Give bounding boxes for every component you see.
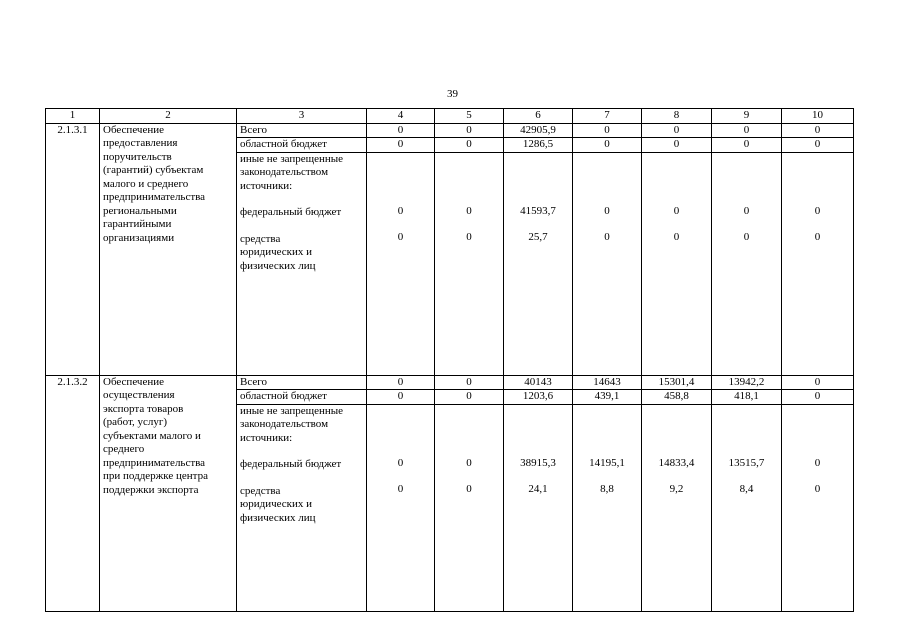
item-name-line: организациями xyxy=(103,231,175,244)
spacer xyxy=(438,192,500,205)
legal-value: 0 xyxy=(673,231,680,243)
source-legal-line: средства xyxy=(240,232,281,245)
item-name-line: Обеспечение xyxy=(103,375,164,388)
spacer xyxy=(507,470,569,483)
spacer xyxy=(785,444,850,457)
value-cell: 0 xyxy=(642,138,712,153)
legal-value: 25,7 xyxy=(528,231,548,243)
value-cell: 0 xyxy=(367,375,435,390)
value-cell xyxy=(435,152,504,375)
item-name-line: (гарантий) субъектам xyxy=(103,164,204,176)
spacer xyxy=(370,431,431,444)
value-cell xyxy=(367,404,435,611)
value-cell xyxy=(642,152,712,375)
other-sources-line: законодательством xyxy=(240,166,329,178)
header-cell: 7 xyxy=(573,109,642,124)
value-cell: 418,1 xyxy=(712,390,782,405)
item-total-row xyxy=(46,123,854,138)
spacer xyxy=(715,418,778,431)
federal-value: 0 xyxy=(743,204,750,217)
value-cell xyxy=(573,152,642,375)
item-name xyxy=(100,123,237,375)
spacer xyxy=(507,192,569,205)
spacer xyxy=(715,431,778,444)
spacer xyxy=(507,179,569,192)
value-cell: 42905,9 xyxy=(504,123,573,138)
legal-value: 0 xyxy=(466,231,472,243)
value-cell: 439,1 xyxy=(573,390,642,405)
spacer xyxy=(507,418,569,431)
spacer xyxy=(507,153,569,166)
spacer xyxy=(785,179,850,192)
source-legal-line: средства xyxy=(240,484,281,497)
spacer xyxy=(715,166,778,179)
spacer xyxy=(576,218,638,231)
other-sources-line: источники: xyxy=(240,431,293,444)
value-cell: 0 xyxy=(782,390,854,405)
spacer xyxy=(438,153,500,166)
spacer xyxy=(715,179,778,192)
header-row xyxy=(46,109,854,124)
item-name-line: предпринимательства xyxy=(103,456,206,469)
federal-value: 0 xyxy=(814,204,821,217)
legal-value: 8,8 xyxy=(600,483,614,495)
spacer xyxy=(785,192,850,205)
spacer xyxy=(576,418,638,431)
spacer xyxy=(645,444,708,457)
spacer xyxy=(370,192,431,205)
federal-value: 0 xyxy=(814,456,821,469)
page-number: 39 xyxy=(447,88,458,100)
value-cell xyxy=(712,152,782,375)
item-name-line: среднего xyxy=(103,443,145,455)
budget-table xyxy=(45,108,854,612)
legal-value: 0 xyxy=(397,231,404,243)
value-cell xyxy=(435,404,504,611)
value-cell xyxy=(504,152,573,375)
spacer xyxy=(645,405,708,418)
spacer xyxy=(645,192,708,205)
value-cell: 458,8 xyxy=(642,390,712,405)
item-code: 2.1.3.2 xyxy=(46,375,100,611)
spacer xyxy=(785,418,850,431)
legal-value: 24,1 xyxy=(528,483,548,495)
spacer xyxy=(576,431,638,444)
legal-value: 0 xyxy=(604,231,610,243)
federal-value: 0 xyxy=(604,204,610,217)
header-cell: 2 xyxy=(100,109,237,124)
value-cell: 0 xyxy=(782,123,854,138)
value-cell: 1286,5 xyxy=(504,138,573,153)
spacer xyxy=(576,153,638,166)
value-cell xyxy=(573,404,642,611)
legal-value: 0 xyxy=(743,231,750,243)
item-name-line: предоставления xyxy=(103,137,178,149)
spacer xyxy=(576,470,638,483)
spacer xyxy=(507,405,569,418)
spacer xyxy=(370,153,431,166)
federal-value: 0 xyxy=(397,204,404,217)
federal-value: 14833,4 xyxy=(658,456,695,469)
value-cell: 0 xyxy=(367,123,435,138)
spacer xyxy=(438,431,500,444)
spacer xyxy=(370,470,431,483)
spacer xyxy=(438,444,500,457)
value-cell: 0 xyxy=(642,123,712,138)
spacer xyxy=(645,179,708,192)
source-legal-line: физических лиц xyxy=(240,511,316,524)
spacer xyxy=(715,218,778,231)
spacer xyxy=(785,218,850,231)
spacer xyxy=(645,218,708,231)
other-sources-line: законодательством xyxy=(240,418,329,430)
spacer xyxy=(576,444,638,457)
spacer xyxy=(438,218,500,231)
value-cell xyxy=(642,404,712,611)
spacer xyxy=(507,166,569,179)
spacer xyxy=(370,418,431,431)
federal-value: 0 xyxy=(466,456,472,469)
value-cell: 0 xyxy=(782,138,854,153)
value-cell xyxy=(367,152,435,375)
other-sources-line: иные не запрещенные xyxy=(240,404,344,417)
spacer xyxy=(370,218,431,231)
spacer xyxy=(438,470,500,483)
spacer xyxy=(645,470,708,483)
value-cell: 0 xyxy=(435,375,504,390)
federal-value: 41593,7 xyxy=(520,204,556,217)
item-name-line: (работ, услуг) xyxy=(103,416,168,428)
spacer xyxy=(715,470,778,483)
value-cell: 1203,6 xyxy=(504,390,573,405)
item-name-line: поручительств xyxy=(103,150,172,163)
value-cell: 13942,2 xyxy=(712,375,782,390)
legal-value: 0 xyxy=(397,483,404,495)
spacer xyxy=(715,405,778,418)
spacer xyxy=(240,472,363,485)
header-cell: 5 xyxy=(435,109,504,124)
source-total-label: Всего xyxy=(237,123,367,138)
spacer xyxy=(438,179,500,192)
spacer xyxy=(576,179,638,192)
header-cell: 9 xyxy=(712,109,782,124)
spacer xyxy=(645,153,708,166)
legal-value: 0 xyxy=(814,231,821,243)
other-sources-cell xyxy=(237,404,367,611)
federal-value: 38915,3 xyxy=(520,456,556,469)
header-cell: 6 xyxy=(504,109,573,124)
spacer xyxy=(645,166,708,179)
other-sources-cell xyxy=(237,152,367,375)
spacer xyxy=(785,470,850,483)
legal-value: 9,2 xyxy=(669,483,684,495)
spacer xyxy=(715,153,778,166)
source-regional-label: областной бюджет xyxy=(237,138,367,153)
value-cell: 0 xyxy=(782,375,854,390)
value-cell: 0 xyxy=(712,138,782,153)
federal-value: 0 xyxy=(466,204,472,217)
spacer xyxy=(240,220,363,233)
source-legal-line: юридических и xyxy=(240,498,313,510)
value-cell: 0 xyxy=(367,138,435,153)
source-federal-label: федеральный бюджет xyxy=(240,458,342,470)
source-legal-line: физических лиц xyxy=(240,259,316,272)
spacer xyxy=(438,418,500,431)
spacer xyxy=(438,405,500,418)
value-cell xyxy=(712,404,782,611)
value-cell xyxy=(504,404,573,611)
spacer xyxy=(645,418,708,431)
value-cell: 0 xyxy=(573,123,642,138)
spacer xyxy=(370,179,431,192)
source-federal-label: федеральный бюджет xyxy=(240,206,342,218)
item-name-line: осуществления xyxy=(103,389,175,401)
item-name-line: предпринимательства xyxy=(103,191,206,203)
spacer xyxy=(576,405,638,418)
federal-value: 13515,7 xyxy=(728,456,765,469)
header-cell: 10 xyxy=(782,109,854,124)
value-cell: 0 xyxy=(435,138,504,153)
source-total-label: Всего xyxy=(237,375,367,390)
value-cell: 0 xyxy=(435,123,504,138)
spacer xyxy=(576,166,638,179)
spacer xyxy=(507,218,569,231)
value-cell: 15301,4 xyxy=(642,375,712,390)
spacer xyxy=(370,444,431,457)
spacer xyxy=(438,166,500,179)
spacer xyxy=(785,166,850,179)
header-cell: 1 xyxy=(46,109,100,124)
item-name-line: Обеспечение xyxy=(103,123,164,136)
spacer xyxy=(370,166,431,179)
item-name-line: экспорта товаров xyxy=(103,402,184,415)
spacer xyxy=(240,193,363,206)
header-cell: 8 xyxy=(642,109,712,124)
other-sources-line: источники: xyxy=(240,179,293,192)
value-cell: 0 xyxy=(573,138,642,153)
item-name-line: малого и среднего xyxy=(103,177,189,190)
value-cell xyxy=(782,152,854,375)
spacer xyxy=(645,431,708,444)
legal-value: 0 xyxy=(466,483,472,495)
source-legal-line: юридических и xyxy=(240,246,313,258)
spacer xyxy=(785,431,850,444)
value-cell: 40143 xyxy=(504,375,573,390)
spacer xyxy=(785,153,850,166)
spacer xyxy=(507,431,569,444)
item-total-row xyxy=(46,375,854,390)
spacer xyxy=(370,405,431,418)
value-cell xyxy=(782,404,854,611)
header-cell: 4 xyxy=(367,109,435,124)
spacer xyxy=(507,444,569,457)
spacer xyxy=(785,405,850,418)
value-cell: 0 xyxy=(367,390,435,405)
spacer xyxy=(240,445,363,458)
item-name-line: поддержки экспорта xyxy=(103,483,199,496)
spacer xyxy=(715,192,778,205)
other-sources-line: иные не запрещенные xyxy=(240,152,344,165)
header-cell: 3 xyxy=(237,109,367,124)
federal-value: 0 xyxy=(397,456,404,469)
item-name-line: при поддержке центра xyxy=(103,470,208,482)
item-name-line: субъектами малого и xyxy=(103,429,201,442)
item-name xyxy=(100,375,237,611)
value-cell: 0 xyxy=(712,123,782,138)
item-code: 2.1.3.1 xyxy=(46,123,100,375)
federal-value: 0 xyxy=(673,204,680,217)
source-regional-label: областной бюджет xyxy=(237,390,367,405)
item-name-line: гарантийными xyxy=(103,218,172,230)
legal-value: 0 xyxy=(814,483,821,495)
spacer xyxy=(715,444,778,457)
federal-value: 14195,1 xyxy=(589,456,625,469)
value-cell: 14643 xyxy=(573,375,642,390)
value-cell: 0 xyxy=(435,390,504,405)
spacer xyxy=(576,192,638,205)
item-name-line: региональными xyxy=(103,204,177,217)
legal-value: 8,4 xyxy=(739,483,754,495)
